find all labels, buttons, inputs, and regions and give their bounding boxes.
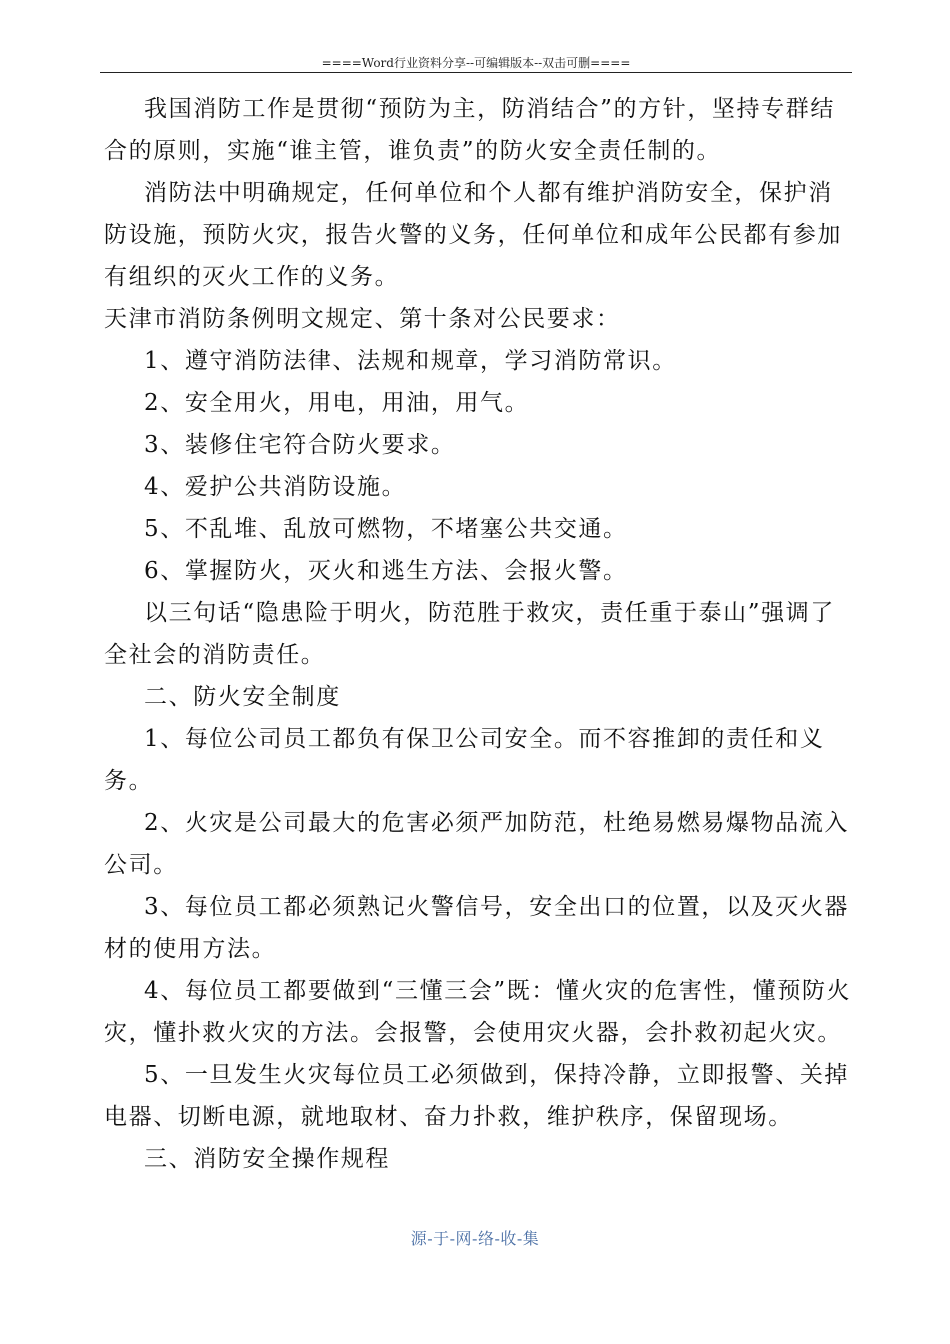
list-item: 4、每位员工都要做到“三懂三会”既：懂火灾的危害性，懂预防火灾，懂扑救火灾的方法。会报警，会使用灾火器，会扑救初起火灾。 xyxy=(104,978,852,1046)
paragraph-fire-law: 消防法中明确规定，任何单位和个人都有维护消防安全，保护消防设施，预防火灾，报告火警的义务，任何单位和成年公民都有参加有组织的灭火工作的义务。 xyxy=(104,180,842,290)
paragraph-tianjin-regulation: 天津市消防条例明文规定、第十条对公民要求： xyxy=(104,306,621,332)
document-body xyxy=(104,88,856,1180)
section-heading: 三、消防安全操作规程 xyxy=(144,1146,390,1172)
list-item: 3、装修住宅符合防火要求。 xyxy=(144,432,456,458)
paragraph-three-sentences: 以三句话“隐患险于明火，防范胜于救灾，责任重于泰山”强调了全社会的消防责任。 xyxy=(104,600,835,668)
list-item: 1、每位公司员工都负有保卫公司安全。而不容推卸的责任和义务。 xyxy=(104,726,825,794)
list-item: 5、一旦发生火灾每位员工必须做到，保持冷静，立即报警、关掉电器、切断电源，就地取材、奋力扑救，维护秩序，保留现场。 xyxy=(104,1062,850,1130)
list-item: 2、安全用火，用电，用油，用气。 xyxy=(144,390,530,416)
list-item: 3、每位员工都必须熟记火警信号，安全出口的位置，以及灭火器材的使用方法。 xyxy=(104,894,850,962)
list-item: 4、爱护公共消防设施。 xyxy=(144,474,407,500)
page-header: ====Word行业资料分享--可编辑版本--双击可删==== xyxy=(100,56,852,73)
list-item: 6、掌握防火，灭火和逃生方法、会报火警。 xyxy=(144,558,628,584)
page-footer: 源-于-网-络-收-集 xyxy=(410,1229,540,1248)
paragraph-fire-policy: 我国消防工作是贯彻“预防为主，防消结合”的方针，坚持专群结合的原则，实施“谁主管，谁负责”的防火安全责任制的。 xyxy=(104,96,835,164)
section-heading: 二、防火安全制度 xyxy=(144,684,341,710)
list-item: 2、火灾是公司最大的危害必须严加防范，杜绝易燃易爆物品流入公司。 xyxy=(104,810,850,878)
list-item: 1、遵守消防法律、法规和规章，学习消防常识。 xyxy=(144,348,677,374)
list-item: 5、不乱堆、乱放可燃物，不堵塞公共交通。 xyxy=(144,516,628,542)
